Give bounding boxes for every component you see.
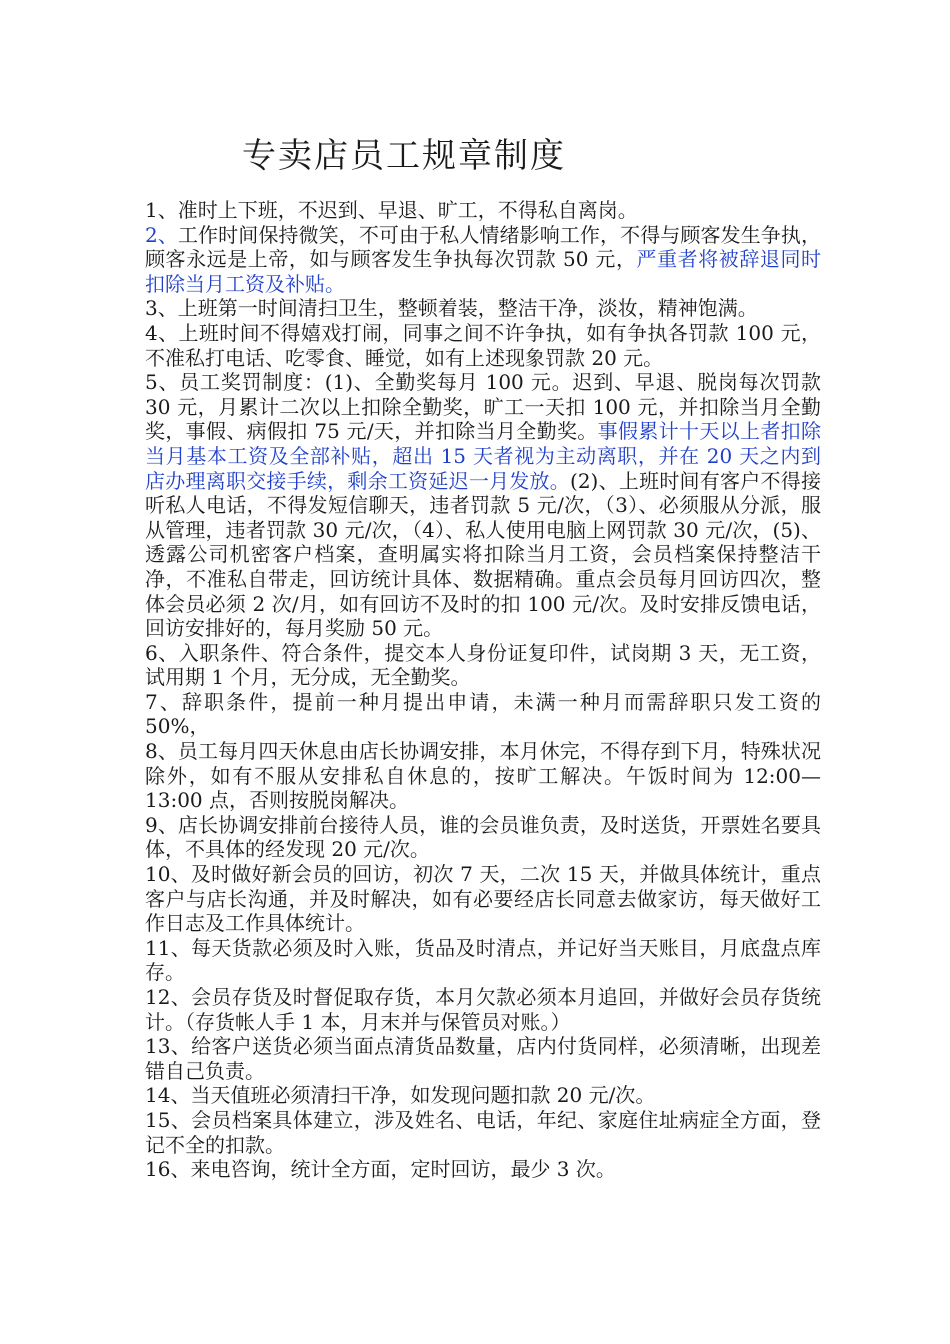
rule-3: 3、上班第一时间清扫卫生，整顿着装，整洁干净，淡妆，精神饱满。 [145,296,758,321]
rule-5 [145,370,821,641]
rule-11: 11、每天货款必须及时入账，货品及时清点，并记好当天账目，月底盘点库存。 [145,935,821,985]
rule-12: 12、会员存货及时督促取存货，本月欠款必须本月追回，并做好会员存货统计。（存货帐人手 1 本，月末并与保管员对账。） [145,985,821,1034]
rule-10: 10、及时做好新会员的回访，初次 7 天，二次 15 天，并做具体统计，重点客户与店长沟通，并及时解决，如有必要经店长同意去做家访，每天做好工作日志及工作具体统计。 [145,862,821,936]
rules-body [145,198,821,1182]
rule-15: 15、会员档案具体建立，涉及姓名、电话，年纪、家庭住址病症全方面，登记不全的扣款。 [145,1107,821,1157]
rule-5-text-b: (2)、上班时间有客户不得接听私人电话，不得发短信聊天，违者罚款 5 元/次，（3）、必须服从分派，服从管理，违者罚款 30 元/次，（4）、私人使用电脑上网罚款 30 元/次，(5)、透露公司机密客户档案，查明属实将扣除当月工资，会员档案保持整洁干净，不准私自带走，回访统计具体、数据精确。重点会员每月回访四次，整体会员必须 2 次/月，如有回访不及时的扣 100 元/次。及时安排反馈电话，回访安排好的，每月奖励 50 元。 [145,468,821,641]
rule-2-number: 2、 [145,222,178,247]
rule-6: 6、入职条件、符合条件，提交本人身份证复印件，试岗期 3 天，无工资，试用期 1 个月，无分成，无全勤奖。 [145,640,821,690]
rule-9: 9、店长协调安排前台接待人员，谁的会员谁负责，及时送货，开票姓名要具体，不具体的经发现 20 元/次。 [145,812,821,862]
rule-16: 16、来电咨询，统计全方面，定时回访，最少 3 次。 [145,1157,616,1182]
rule-1: 1、准时上下班，不迟到、早退、旷工，不得私自离岗。 [145,198,638,222]
rule-8: 8、员工每月四天休息由店长协调安排，本月休完，不得存到下月，特殊状况除外，如有不服从安排私自休息的，按旷工解决。午饭时间为 12:00—13:00 点，否则按脱岗解决。 [145,739,821,813]
rule-13: 13、给客户送货必须当面点清货品数量，店内付货同样，必须清晰，出现差错自己负责。 [145,1034,821,1083]
document-title: 专卖店员工规章制度 [242,136,566,176]
rule-4: 4、上班时间不得嬉戏打闹，同事之间不许争执，如有争执各罚款 100 元，不准私打电话、吃零食、睡觉，如有上述现象罚款 20 元。 [145,320,821,370]
rule-14: 14、当天值班必须清扫干净，如发现问题扣款 20 元/次。 [145,1083,656,1108]
rule-2-text: 工作时间保持微笑，不可由于私人情绪影响工作，不得与顾客发生争执，顾客永远是上帝，如与顾客发生争执每次罚款 50 元， [145,222,822,272]
rule-5-highlight: 事假累计十天以上者扣除当月基本工资及全部补贴，超出 15 天者视为主动离职，并在 20 天之内到店办理离职交接手续，剩余工资延迟一月发放。 [145,419,822,493]
rule-5-text-a: 5、员工奖罚制度：(1)、全勤奖每月 100 元。迟到、早退、脱岗每次罚款 30 元，月累计二次以上扣除全勤奖，旷工一天扣 100 元，并扣除当月全勤奖，事假、病假扣 75 元/天，并扣除当月全勤奖。 [145,370,821,444]
rule-2-highlight: 严重者将被辞退同时扣除当月工资及补贴。 [145,247,822,296]
rule-7: 7、辞职条件，提前一种月提出申请，未满一种月而需辞职只发工资的 50%， [145,689,821,739]
rule-2 [145,223,821,297]
